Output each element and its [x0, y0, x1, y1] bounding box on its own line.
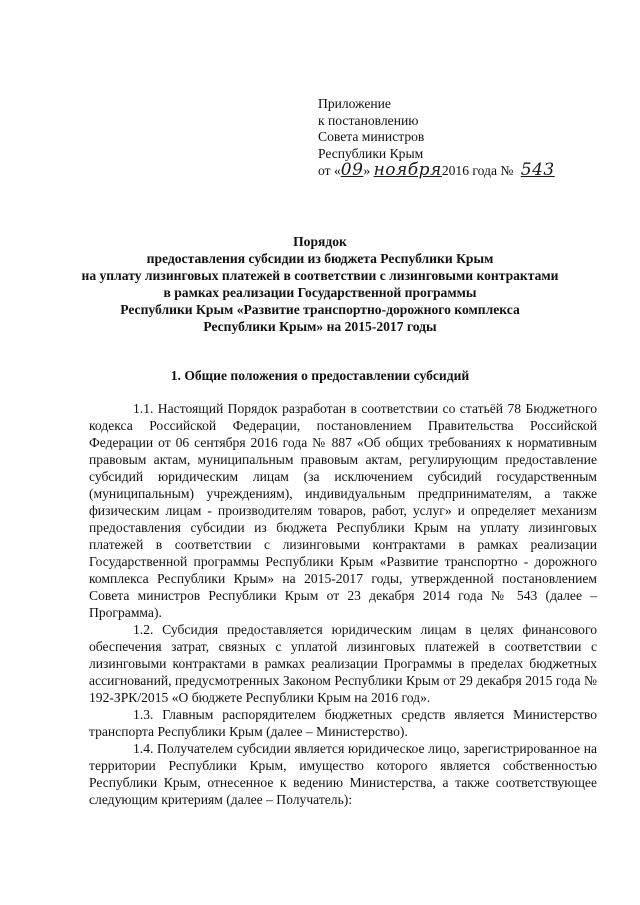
document-body — [89, 400, 597, 808]
handwritten-number: 543 — [520, 160, 555, 180]
appendix-block — [318, 96, 555, 180]
title-line: предоставления субсидии из бюджета Республики Крым — [146, 251, 494, 266]
title-line: Порядок — [293, 234, 347, 249]
document-title — [40, 233, 600, 335]
handwritten-month: ноября — [373, 160, 442, 180]
appendix-date-line — [318, 162, 555, 180]
paragraph-1-3: 1.3. Главным распорядителем бюджетных средств является Министерство транспорта Республики Крым (далее – Министерство). — [89, 707, 597, 739]
appendix-line: Республики Крым — [318, 145, 424, 161]
date-year: 2016 года № — [441, 163, 514, 178]
date-mid: » — [363, 163, 371, 178]
handwritten-day: 09 — [340, 160, 364, 180]
date-prefix: от « — [318, 163, 341, 178]
paragraph-1-1: 1.1. Настоящий Порядок разработан в соответствии со статьёй 78 Бюджетного кодекса Российской Федерации, постановлением Правительства Российской Федерации от 06 сентября 2016 года № 887 «Об общих требованиях к нормативным правовым актам, муниципальным правовым актам, регулирующим предоставление субсидий юридическим лицам (за исключением субсидий государственным (муниципальным) учреждениям), индивидуальным предпринимателям, а также физическим лицам - производителям товаров, работ, услуг» и определяет механизм предоставления субсидии из бюджета Республики Крым на уплату лизинговых платежей в соответствии с лизинговыми контрактами в рамках реализации Государственной программы Республики Крым «Развитие транспортно - дорожного комплекса Республики Крым» на 2015-2017 годы, утвержденной постановлением Совета министров Республики Крым от 23 декабря 2014 года № 543 (далее – Программа). — [89, 401, 597, 620]
appendix-line: Приложение — [318, 96, 391, 111]
section-heading: 1. Общие положения о предоставлении субсидий — [170, 368, 470, 383]
appendix-line: к постановлению — [318, 112, 419, 128]
title-line: в рамках реализации Государственной программы — [163, 285, 477, 300]
appendix-line: Совета министров — [318, 129, 425, 144]
title-line: Республики Крым «Развитие транспортно-дорожного комплекса — [120, 302, 520, 317]
title-line: Республики Крым» на 2015-2017 годы — [203, 319, 437, 334]
paragraph-1-2: 1.2. Субсидия предоставляется юридическим лицам в целях финансового обеспечения затрат, связных с уплатой лизинговых платежей в соответствии с лизинговыми контрактами в рамках реализации Программы в пределах бюджетных ассигнований, предусмотренных Законом Республики Крым от 29 декабря 2015 года № 192-ЗРК/2015 «О бюджете Республики Крым на 2016 год». — [89, 622, 597, 705]
paragraph-1-4: 1.4. Получателем субсидии является юридическое лицо, зарегистрированное на территории Республики Крым, имущество которого является собственностью Республики Крым, отнесенное к ведению Министерства, а также соответствующее следующим критериям (далее – Получатель): — [89, 741, 597, 807]
title-line: на уплату лизинговых платежей в соответствии с лизинговыми контрактами — [81, 268, 559, 283]
